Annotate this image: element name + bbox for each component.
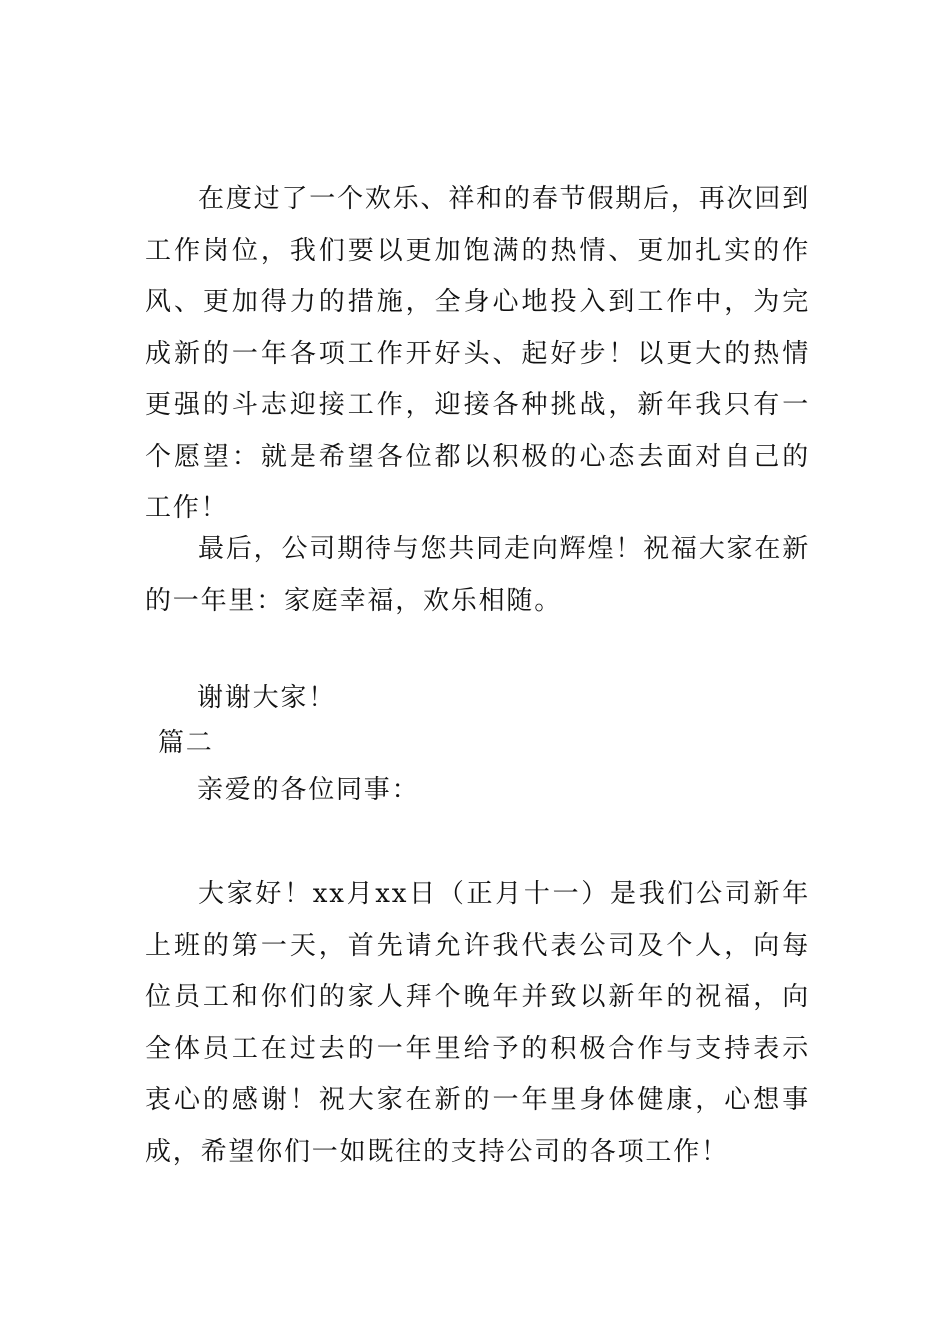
section-heading: 篇二 <box>158 728 214 758</box>
paragraph-return-to-work: 在度过了一个欢乐、祥和的春节假期后，再次回到工作岗位，我们要以更加饱满的热情、更加扎实的作风、更加得力的措施，全身心地投入到工作中，为完成新的一年各项工作开好头、起好步！以更大的热情更强的斗志迎接工作，迎接各种挑战，新年我只有一个愿望：就是希望各位都以积极的心态去面对自己的工作！ <box>145 184 810 523</box>
paragraph-new-year-greeting: 大家好！xx月xx日（正月十一）是我们公司新年上班的第一天，首先请允许我代表公司及个人，向每位员工和你们的家人拜个晚年并致以新年的祝福，向全体员工在过去的一年里给予的积极合作与支持表示衷心的感谢！祝大家在新的一年里身体健康，心想事成，希望你们一如既往的支持公司的各项工作！ <box>145 879 810 1167</box>
salutation: 亲爱的各位同事： <box>197 775 420 805</box>
paragraph-thanks: 谢谢大家！ <box>197 683 337 713</box>
paragraph-closing-wishes: 最后，公司期待与您共同走向辉煌！祝福大家在新的一年里：家庭幸福，欢乐相随。 <box>145 534 810 616</box>
